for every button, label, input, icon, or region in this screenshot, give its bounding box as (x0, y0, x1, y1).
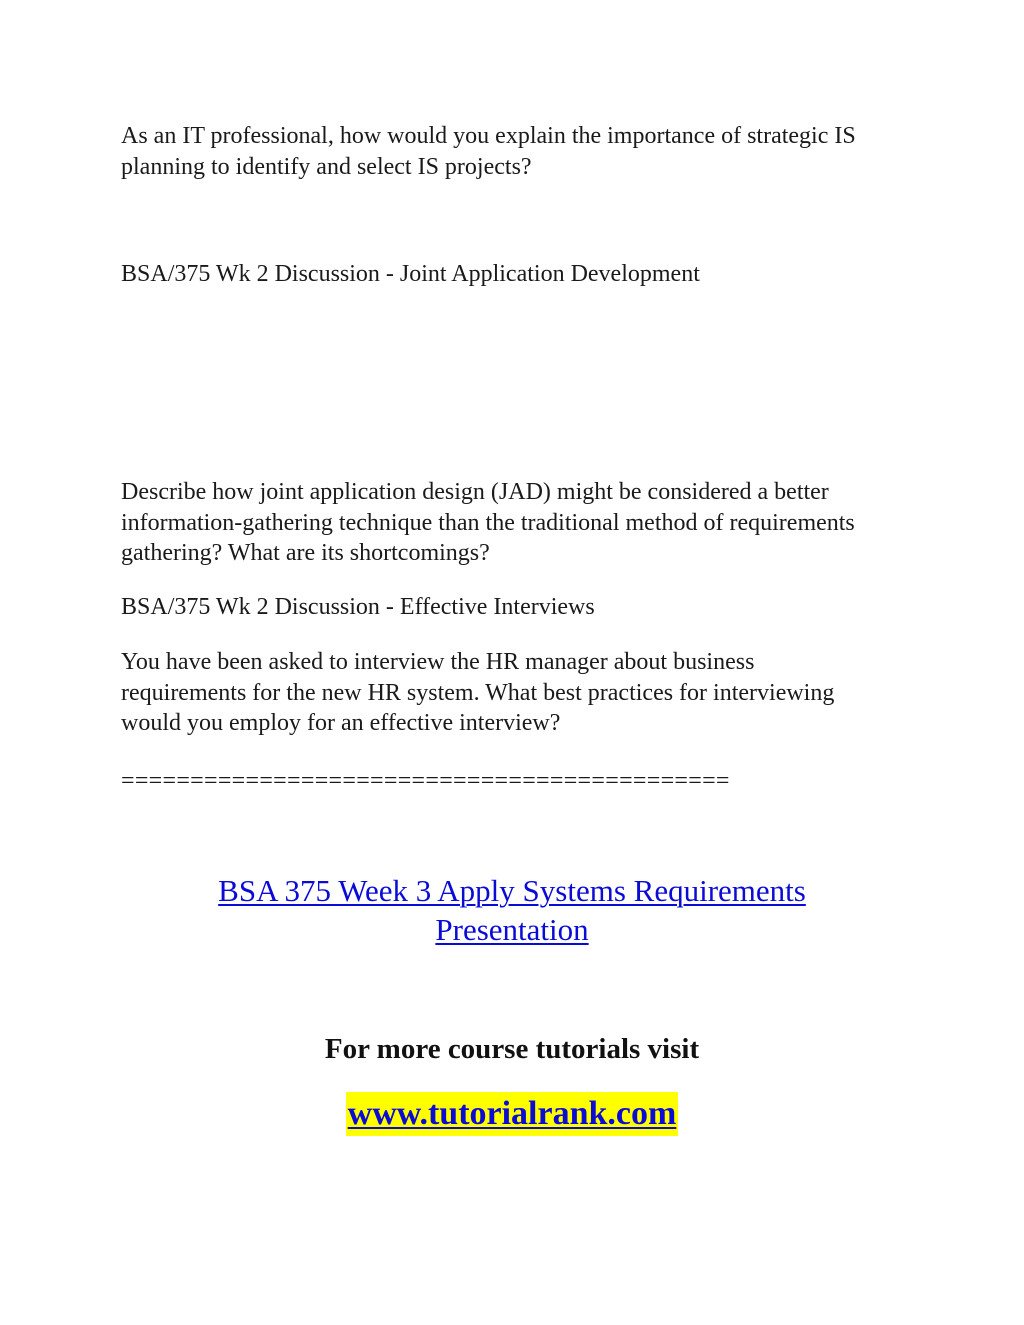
site-link-container (0, 1092, 1024, 1136)
paragraph-interview-question: You have been asked to interview the HR manager about business requirements for the new HR system. What best practices for interviewing would you employ for an effective interview? (121, 649, 835, 736)
course-presentation-link[interactable] (218, 873, 806, 947)
heading-effective-interviews: BSA/375 Wk 2 Discussion - Effective Interviews (121, 594, 595, 620)
visit-prompt: For more course tutorials visit (324, 1033, 700, 1065)
course-link-title (0, 871, 1024, 949)
course-link-line-1: BSA 375 Week 3 Apply Systems Requirements (218, 873, 806, 908)
site-highlight (346, 1092, 679, 1136)
divider-line: ============================================ (121, 768, 730, 794)
paragraph-jad-question: Describe how joint application design (JAD) might be considered a better information-gathering technique than the traditional method of requirements gathering? What are its shortcomings? (121, 479, 855, 566)
tutorialrank-link[interactable]: www.tutorialrank.com (347, 1095, 677, 1132)
paragraph-strategic-planning: As an IT professional, how would you explain the importance of strategic IS planning to identify and select IS projects? (121, 123, 856, 180)
course-link-line-2: Presentation (435, 912, 589, 947)
heading-jad-discussion: BSA/375 Wk 2 Discussion - Joint Application Development (121, 261, 700, 287)
